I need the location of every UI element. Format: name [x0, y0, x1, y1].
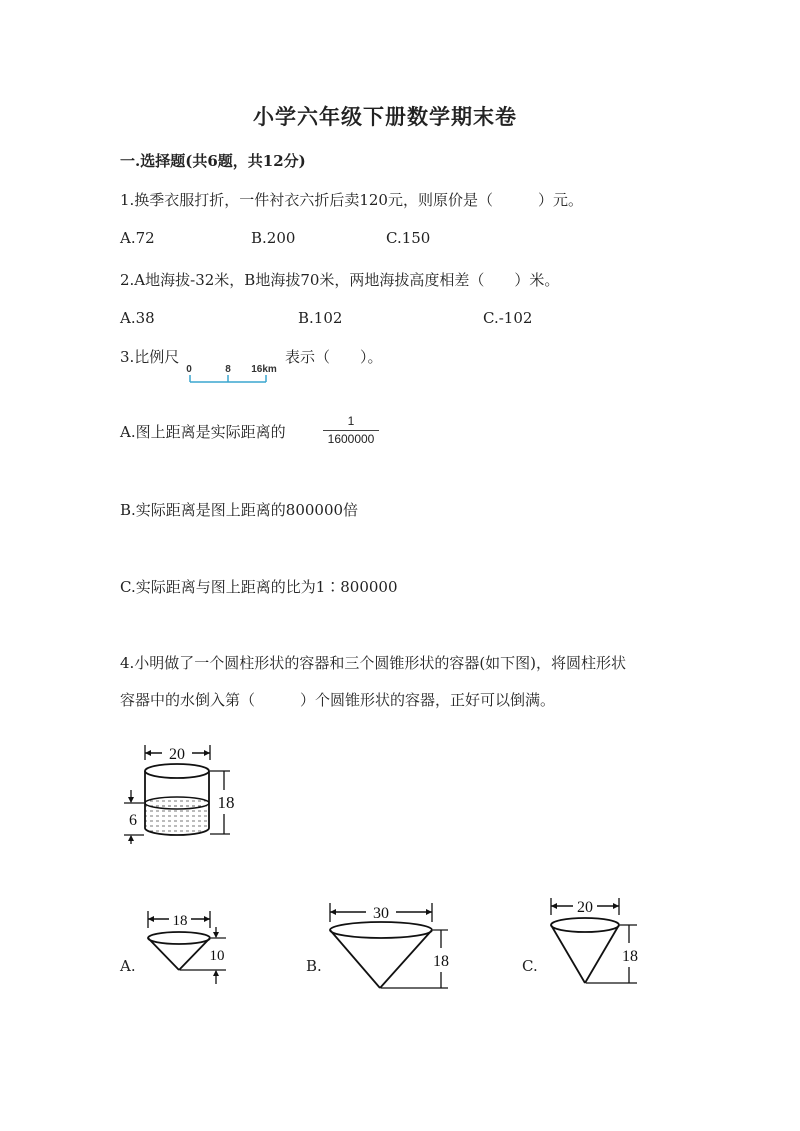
question-3-option-b: B.实际距离是图上距离的800000倍: [120, 501, 359, 519]
fraction-numerator: 1: [347, 414, 355, 428]
question-2-option-b: B.102: [298, 309, 343, 327]
question-1-option-a: A.72: [120, 229, 155, 247]
question-3-option-a: A.图上距离是实际距离的: [120, 423, 286, 441]
water-surface: [145, 797, 209, 809]
question-2-option-a: A.38: [120, 309, 155, 327]
question-3-text-after: 表示（ ）。: [285, 348, 383, 366]
fraction-bar: [323, 430, 379, 431]
cone-b-label: B.: [306, 957, 322, 975]
cone-b-height-label: 18: [433, 953, 449, 970]
question-3-text-before: 3.比例尺: [120, 348, 180, 366]
question-3-option-c: C.实际距离与图上距离的比为1∶800000: [120, 578, 398, 596]
question-2-text: 2.A地海拔-32米，B地海拔70米，两地海拔高度相差（ ）米。: [120, 271, 560, 289]
cylinder-diameter-label: 20: [169, 746, 185, 763]
section-heading: 一.选择题(共6题，共12分): [120, 152, 306, 170]
question-4-line-2: 容器中的水倒入第（ ）个圆锥形状的容器，正好可以倒满。: [120, 691, 556, 709]
cone-b-diameter-label: 30: [373, 905, 389, 922]
question-1-option-b: B.200: [251, 229, 296, 247]
cone-c-figure: [545, 895, 645, 990]
cone-c-diameter-label: 20: [577, 899, 593, 916]
fraction-denominator: 1600000: [327, 432, 375, 446]
page-title: 小学六年级下册数学期末卷: [253, 104, 517, 129]
question-1-text: 1.换季衣服打折，一件衬衣六折后卖120元，则原价是（ ）元。: [120, 191, 583, 209]
cylinder-figure: [120, 738, 240, 848]
option-a-fraction: [323, 414, 379, 446]
scale-bar-figure: [186, 360, 282, 386]
cylinder-height-label: 18: [217, 793, 235, 812]
question-1-option-c: C.150: [386, 229, 431, 247]
cone-a-diameter-label: 18: [172, 913, 188, 929]
cylinder-water-level-label: 6: [129, 812, 137, 829]
scale-label-8: 8: [225, 364, 231, 375]
cone-a-label: A.: [120, 957, 136, 975]
scale-label-0: 0: [186, 364, 192, 375]
cone-b-figure: [324, 900, 454, 995]
cylinder-top: [145, 764, 209, 778]
cone-c-label: C.: [522, 957, 538, 975]
scale-label-16km: 16km: [251, 364, 277, 375]
question-2-option-c: C.-102: [483, 309, 533, 327]
cone-a-figure: [140, 908, 240, 990]
question-4-line-1: 4.小明做了一个圆柱形状的容器和三个圆锥形状的容器(如下图)，将圆柱形状: [120, 654, 627, 672]
cone-a-height-label: 10: [209, 948, 225, 964]
cone-c-height-label: 18: [622, 948, 638, 965]
